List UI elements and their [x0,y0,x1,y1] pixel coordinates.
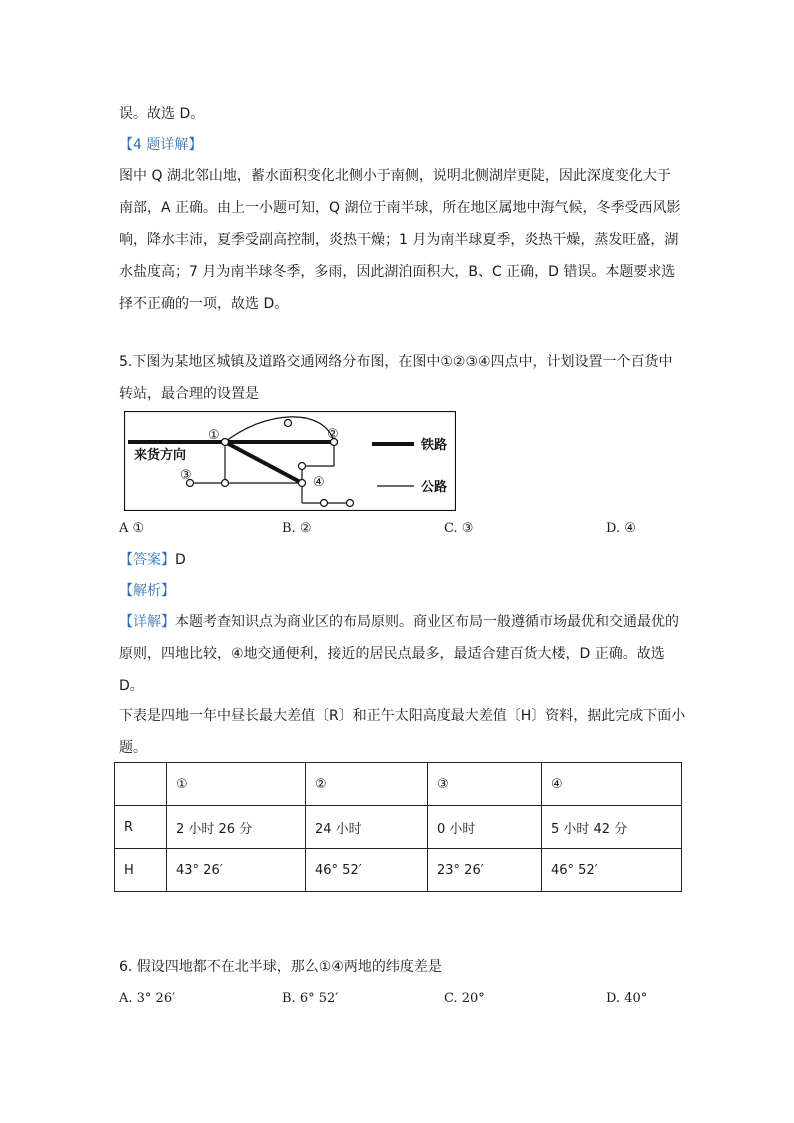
q5-option-d: D. ④ [606,521,636,536]
text-line: 水盐度高；7 月为南半球冬季，多雨，因此湖泊面积大，B、C 正确，D 错误。本题要求选 [119,264,676,280]
node-point-4 [299,480,306,487]
settlement-point [285,420,292,427]
detail-label: 【详解】 [119,614,175,630]
table-cell: ③ [428,763,542,806]
table-cell: 0 小时 [428,806,542,849]
text-line: D。 [119,678,144,694]
table-row [115,849,682,892]
table-cell: R [115,806,167,849]
q6-option-a: A. 3° 26′ [119,991,176,1006]
text-line: 误。故选 D。 [119,106,205,122]
table-cell: H [115,849,167,892]
text-line: 下表是四地一年中昼长最大差值〔R〕和正午太阳高度最大差值〔H〕资料，据此完成下面小 [119,708,686,724]
table-header-row [115,763,682,806]
table-cell: 46° 52′ [542,849,682,892]
text-line: 择不正确的一项，故选 D。 [119,296,289,312]
table-cell: ① [167,763,306,806]
question-5-text: 5.下图为某地区城镇及道路交通网络分布图，在图中①②③④四点中，计划设置一个百货中 [119,354,673,370]
direction-label: 来货方向 [134,448,187,463]
q5-option-b: B. ② [282,521,312,536]
table-cell: 43° 26′ [167,849,306,892]
table-cell: ② [306,763,428,806]
q6-option-c: C. 20° [444,991,485,1006]
table-cell: 23° 26′ [428,849,542,892]
analysis-label: 【解析】 [119,583,175,599]
table-cell: 5 小时 42 分 [542,806,682,849]
settlement-point [299,463,306,470]
text-line: 题。 [119,740,147,756]
text-line: 图中 Q 湖北邻山地，蓄水面积变化北侧小于南侧，说明北侧湖岸更陡，因此深度变化大于 [119,168,671,184]
node-label-3: ③ [180,468,192,483]
text-line: 南部，A 正确。由上一小题可知，Q 湖位于南半球，所在地区属地中海气候，冬季受西风影 [119,200,681,216]
q6-option-d: D. 40° [606,991,648,1006]
table-cell: 46° 52′ [306,849,428,892]
node-label-1: ① [208,428,220,443]
answer-value: D [175,552,186,568]
table-cell: ④ [542,763,682,806]
legend-road-label: 公路 [421,480,448,495]
table-cell [115,763,167,806]
data-table [114,762,682,892]
detail-text: 本题考查知识点为商业区的布局原则。商业区布局一般遵循市场最优和交通最优的 [175,614,679,630]
q6-option-b: B. 6° 52′ [282,991,339,1006]
text-line: 原则，四地比较，④地交通便利，接近的居民点最多，最适合建百货大楼，D 正确。故选 [119,646,665,662]
table-cell: 24 小时 [306,806,428,849]
text-line: 响，降水丰沛，夏季受副高控制，炎热干燥；1 月为南半球夏季，炎热干燥，蒸发旺盛，湖 [119,232,679,248]
table-row [115,806,682,849]
question-5-text: 转站，最合理的设置是 [119,386,259,402]
question-6-text: 6. 假设四地都不在北半球，那么①④两地的纬度差是 [119,959,442,975]
legend-rail-label: 铁路 [421,438,448,453]
node-label-2: ② [327,427,339,442]
answer-line [119,550,186,570]
node-point-1 [222,439,229,446]
detail-line [119,612,679,632]
settlement-point [321,500,328,507]
q5-option-c: C. ③ [444,521,474,536]
transport-network-map [124,411,456,511]
table-cell: 2 小时 26 分 [167,806,306,849]
node-label-4: ④ [313,475,325,490]
settlement-point [347,500,354,507]
settlement-point [222,480,229,487]
q4-detail-header: 【4 题详解】 [119,137,203,153]
q5-option-a: A ① [119,521,145,536]
answer-label: 【答案】 [119,552,175,568]
